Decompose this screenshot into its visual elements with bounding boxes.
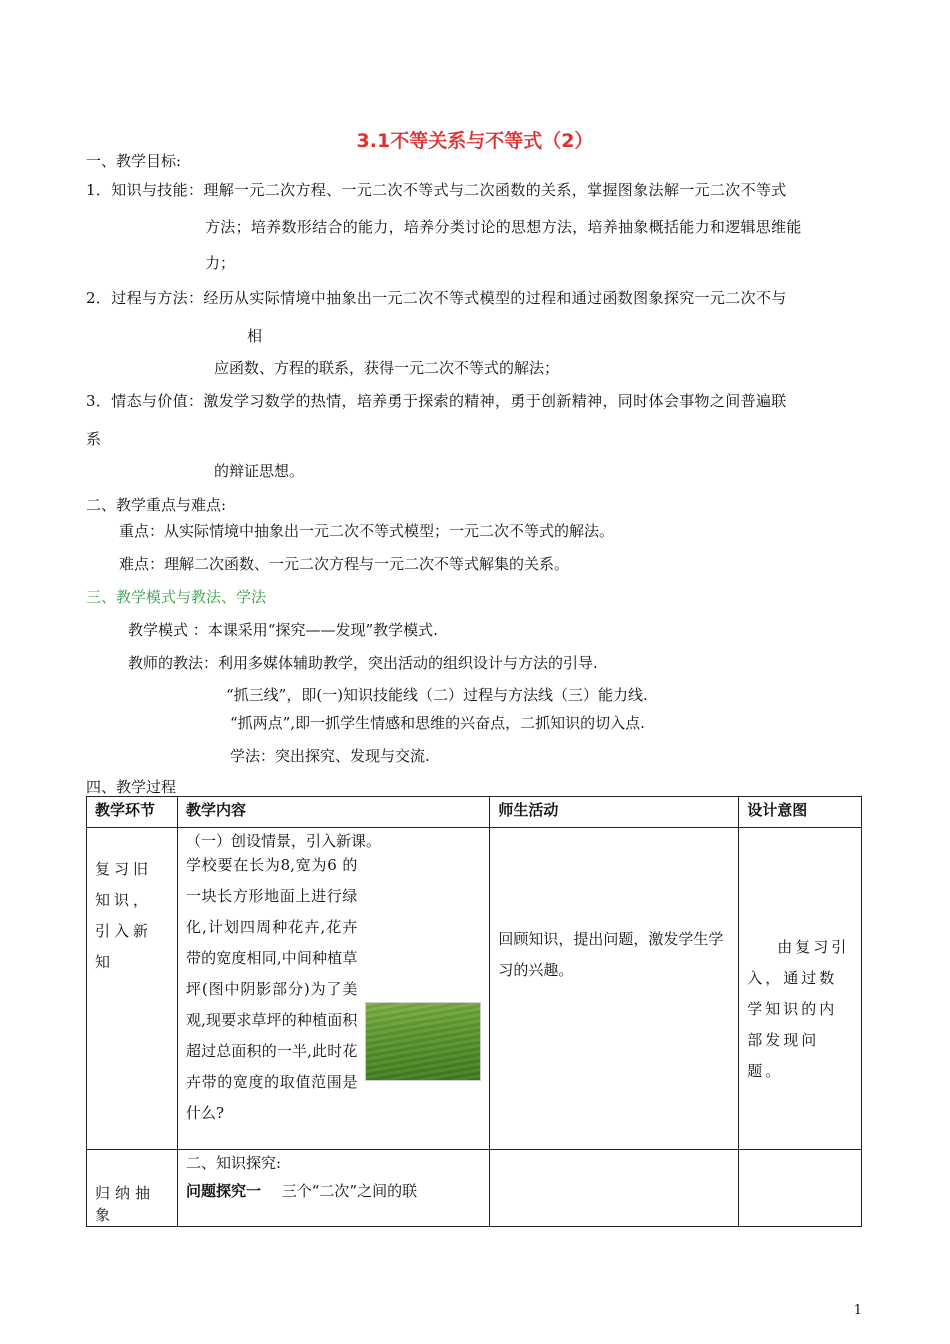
objective-3-line-3: 的辩证思想。	[214, 462, 305, 480]
objective-2-line-2: 相	[247, 327, 263, 345]
table-header-row	[87, 797, 862, 828]
three-lines: “抓三线”，即(一)知识技能线（二）过程与方法线（三）能力线.	[226, 686, 648, 704]
objective-1-line-1: 1．知识与技能：理解一元二次方程、一元二次不等式与二次函数的关系，掌握图象法解一元二次不等式	[86, 181, 787, 199]
stage-cell: 复习旧知识，引入新知	[95, 860, 153, 971]
problem-text: 三个“二次”之间的联	[281, 1182, 418, 1200]
teaching-mode: 教学模式 ：本课采用“探究——发现”教学模式.	[128, 621, 438, 639]
page-title: 3.1不等关系与不等式（2）	[356, 130, 594, 152]
header-content: 教学内容	[177, 797, 489, 828]
header-stage: 教学环节	[87, 797, 178, 828]
objective-3-line-1: 3．情态与价值：激发学习数学的热情，培养勇于探索的精神，勇于创新精神，同时体会事物之间普遍联	[86, 392, 787, 410]
grass-lawn-image	[365, 1002, 481, 1081]
page-number: 1	[853, 1303, 862, 1318]
header-activity: 师生活动	[490, 797, 739, 828]
key-point: 重点：从实际情境中抽象出一元二次不等式模型；一元二次不等式的解法。	[119, 522, 615, 540]
activity-cell: 回顾知识，提出问题，激发学生学习的兴趣。	[498, 930, 724, 979]
objective-2-line-3: 应函数、方程的联系，获得一元二次不等式的解法；	[214, 359, 560, 377]
two-points: “抓两点”,即一抓学生情感和思维的兴奋点，二抓知识的切入点.	[230, 714, 645, 732]
objective-1-line-3: 力；	[205, 254, 236, 272]
stage-cell: 归纳抽象	[95, 1184, 156, 1224]
table-row	[87, 828, 862, 1150]
header-intent: 设计意图	[739, 797, 862, 828]
teaching-method: 教师的教法：利用多媒体辅助教学，突出活动的组织设计与方法的引导.	[128, 654, 598, 672]
objective-1-line-2: 方法；培养数形结合的能力，培养分类讨论的思想方法，培养抽象概括能力和逻辑思维能	[205, 218, 802, 236]
content-subtitle: （一）创设情景，引入新课。	[185, 832, 381, 850]
teaching-process-table	[86, 796, 862, 1227]
section-4-heading: 四、教学过程	[86, 778, 177, 796]
section-2-heading: 二、教学重点与难点:	[86, 496, 227, 514]
section-3-heading: 三、教学模式与教法、学法	[86, 588, 267, 606]
problem-label: 问题探究一	[185, 1182, 261, 1200]
content-subtitle: 二、知识探究:	[185, 1154, 282, 1172]
difficult-point: 难点：理解二次函数、一元二次方程与一元二次不等式解集的关系。	[119, 555, 570, 573]
objective-2-line-1: 2．过程与方法：经历从实际情境中抽象出一元二次不等式模型的过程和通过函数图象探究一元二次不与	[86, 289, 787, 307]
objective-3-line-2: 系	[86, 430, 102, 448]
content-body: 学校要在长为8,宽为6 的一块长方形地面上进行绿化,计划四周种花卉,花卉带的宽度相同,中间种植草坪(图中阴影部分)为了美观,现要求草坪的种植面积超过总面积的一半,此时花卉带的宽度的取值范围是什么?	[185, 856, 358, 1122]
section-1-heading: 一、教学目标:	[86, 152, 182, 170]
table-row	[87, 1150, 862, 1227]
intent-cell: 由复习引入，通过数学知识的内部发现问题。	[747, 938, 850, 1080]
learning-method: 学法：突出探究、发现与交流.	[230, 747, 430, 765]
